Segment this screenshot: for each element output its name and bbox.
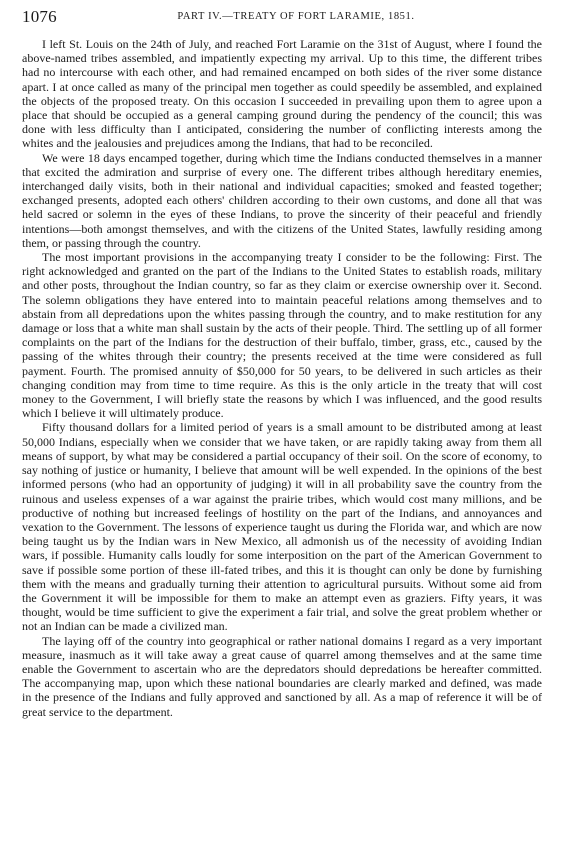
paragraph: I left St. Louis on the 24th of July, and reached Fort Laramie on the 31st of August, where I found the above-named tribes assembled, and impatiently expecting my arrival. Up to this time, the different tribes had no intercourse with each other, and had remained encamped on both sides of the river some distance apart. I at once called as many of the principal men together as could speedily be assembled, and explained the objects of the proposed treaty. On this occasion I succeeded in prevailing upon them to agree upon a place that should be occupied as a general camping ground during the pendency of the council; this was done with less difficulty than I anticipated, considering the number of conflicting interests among the whites and the jealousies and prejudices among the Indians, that had to be reconciled.: [22, 37, 542, 151]
document-page: [22, 7, 542, 719]
paragraph: The laying off of the country into geographical or rather national domains I regard as a very important measure, inasmuch as it will take away a great cause of quarrel among themselves and at the same time enable the Government to ascertain who are the depredators should depredations be hereafter committed. The accompanying map, upon which these national boundaries are clearly marked and defined, was made in the presence of the Indians and fully approved and sanctioned by all. As a map of reference it will be of great service to the department.: [22, 633, 542, 719]
paragraph: We were 18 days encamped together, during which time the Indians conducted themselves in a manner that excited the admiration and surprise of every one. The different tribes although hereditary enemies, interchanged daily visits, both in their national and individual capacities; smoked and feasted together; exchanged presents, adopted each others' children according to their own customs, and done all that was held sacred or solemn in the eyes of these Indians, to prove the sincerity of their peaceful and friendly intentions—both amongst themselves, and with the citizens of the United States, lawfully residing among them, or passing through the country.: [22, 150, 542, 250]
running-title: PART IV.—TREATY OF FORT LARAMIE, 1851.: [177, 11, 415, 22]
running-header: [22, 7, 542, 31]
page-number: 1076: [22, 7, 57, 26]
body-text: [22, 37, 542, 719]
paragraph: The most important provisions in the accompanying treaty I consider to be the following: First. The right acknowledged and granted on the part of the Indians to the United States to establish roads, military and other posts, throughout the Indian country, so far as they claim or exercise ownership over it. Second. The solemn obligations they have entered into to maintain peaceful relations among themselves and to abstain from all depredations upon the whites passing through the country, and to make restitution for any damage or loss that a white man shall sustain by the acts of their people. Third. The settling up of all former complaints on the part of the Indians for the destruction of their buffalo, timber, grass, etc., caused by the passing of the whites through their country; the presents received at the time were considered as full payment. Fourth. The promised annuity of $50,000 for 50 years, to be delivered in such articles as their changing condition may from time to time require. As this is the only article in the treaty that will cost money to the Government, I will briefly state the reasons by which I was influenced, and the good results which I believe it will ultimately produce.: [22, 250, 542, 421]
paragraph: Fifty thousand dollars for a limited period of years is a small amount to be distributed among at least 50,000 Indians, especially when we consider that we have taken, or are rapidly taking away from them all means of support, by what may be considered a partial occupancy of their soil. On the score of economy, to say nothing of justice or humanity, I believe that amount will be well expended. In the opinions of the best informed persons (who had an opportunity of judging) it will in all probability save the country from the ruinous and useless expenses of a war against the prairie tribes, which would cost many millions, and be productive of nothing but increased feelings of hostility on the part of the Indians, and annoyances and vexation to the Government. The lessons of experience taught us during the Florida war, and which are now being taught us by the Indian wars in New Mexico, all admonish us of the necessity of avoiding Indian wars, if possible. Humanity calls loudly for some interposition on the part of the American Government to save if possible some portion of these ill-fated tribes, and this it is thought can only be done by furnishing them with the means and gradually turning their attention to agricultural pursuits. Without some aid from the Government it will be impossible for them to make an attempt even as graziers. Fifty years, it was thought, would be time sufficient to give the experiment a fair trial, and solve the great problem whether or not an Indian can be made a civilized man.: [22, 420, 542, 634]
